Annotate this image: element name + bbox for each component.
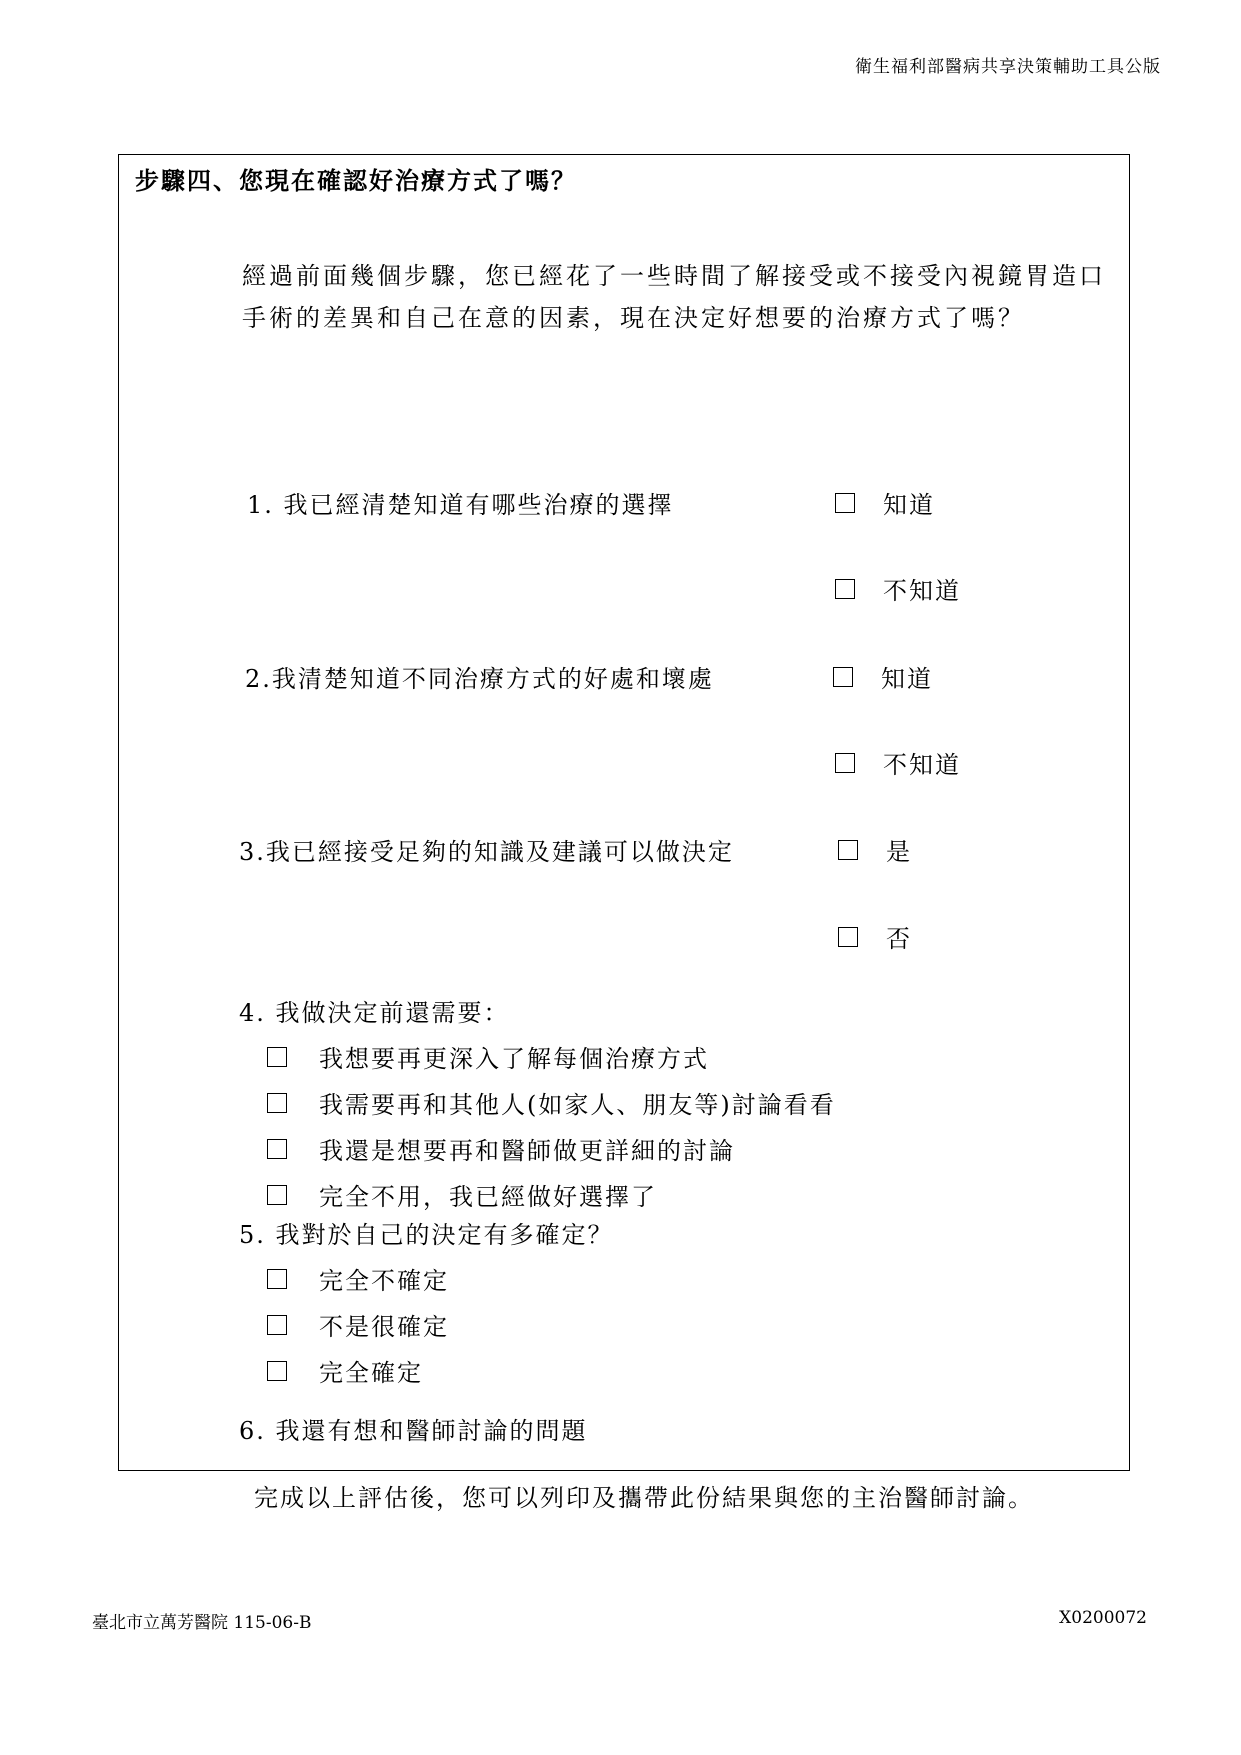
footer-hospital-code: 臺北市立萬芳醫院 115-06-B [92,1613,312,1633]
option-label: 不知道 [883,751,961,779]
question-3: 3.我已經接受足夠的知識及建議可以做決定 [239,838,734,866]
q1-option-yes[interactable] [835,485,935,520]
checkbox-icon[interactable] [267,1185,287,1205]
option-label: 我想要再更深入了解每個治療方式 [319,1045,709,1073]
checkbox-icon[interactable] [835,493,855,513]
checkbox-icon[interactable] [267,1315,287,1335]
q1-option-no[interactable] [835,571,961,606]
checkbox-icon[interactable] [267,1047,287,1067]
q5-option-2[interactable] [267,1307,449,1342]
q4-option-2[interactable] [267,1085,836,1120]
q2-option-yes[interactable] [833,659,933,694]
option-label: 知道 [883,491,935,519]
checkbox-icon[interactable] [267,1269,287,1289]
option-label: 完全不確定 [319,1267,449,1295]
question-2: 2.我清楚知道不同治療方式的好處和壞處 [245,665,714,693]
option-label: 不知道 [883,577,961,605]
checkbox-icon[interactable] [267,1093,287,1113]
checkbox-icon[interactable] [267,1361,287,1381]
option-label: 我還是想要再和醫師做更詳細的討論 [319,1137,735,1165]
question-6: 6. 我還有想和醫師討論的問題 [239,1417,588,1445]
question-5: 5. 我對於自己的決定有多確定？ [239,1221,614,1249]
checkbox-icon[interactable] [838,840,858,860]
decision-step-box [118,154,1130,1471]
step-intro: 經過前面幾個步驟，您已經花了一些時間了解接受或不接受內視鏡胃造口手術的差異和自己在意的因素，現在決定好想要的治療方式了嗎？ [242,262,1106,332]
q4-option-1[interactable] [267,1039,709,1074]
footer-document-id: X0200072 [1059,1608,1147,1628]
option-label: 否 [886,925,912,953]
q2-option-no[interactable] [835,745,961,780]
checkbox-icon[interactable] [835,753,855,773]
q3-option-no[interactable] [838,919,912,954]
option-label: 是 [886,838,912,866]
checkbox-icon[interactable] [835,579,855,599]
checkbox-icon[interactable] [838,927,858,947]
option-label: 我需要再和其他人(如家人、朋友等)討論看看 [319,1091,836,1119]
option-label: 不是很確定 [319,1313,449,1341]
option-label: 完全確定 [319,1359,423,1387]
option-label: 完全不用，我已經做好選擇了 [319,1183,657,1211]
q4-option-3[interactable] [267,1131,735,1166]
checkbox-icon[interactable] [833,667,853,687]
step-title: 步驟四、您現在確認好治療方式了嗎？ [135,166,577,195]
q5-option-1[interactable] [267,1261,449,1296]
option-label: 知道 [881,665,933,693]
q5-option-3[interactable] [267,1353,423,1388]
header-agency: 衛生福利部醫病共享決策輔助工具公版 [855,57,1161,77]
q4-option-4[interactable] [267,1177,657,1212]
q3-option-yes[interactable] [838,832,912,867]
question-4: 4. 我做決定前還需要： [239,999,510,1027]
checkbox-icon[interactable] [267,1139,287,1159]
closing-note: 完成以上評估後，您可以列印及攜帶此份結果與您的主治醫師討論。 [254,1484,1034,1512]
question-1: 1. 我已經清楚知道有哪些治療的選擇 [247,491,674,519]
